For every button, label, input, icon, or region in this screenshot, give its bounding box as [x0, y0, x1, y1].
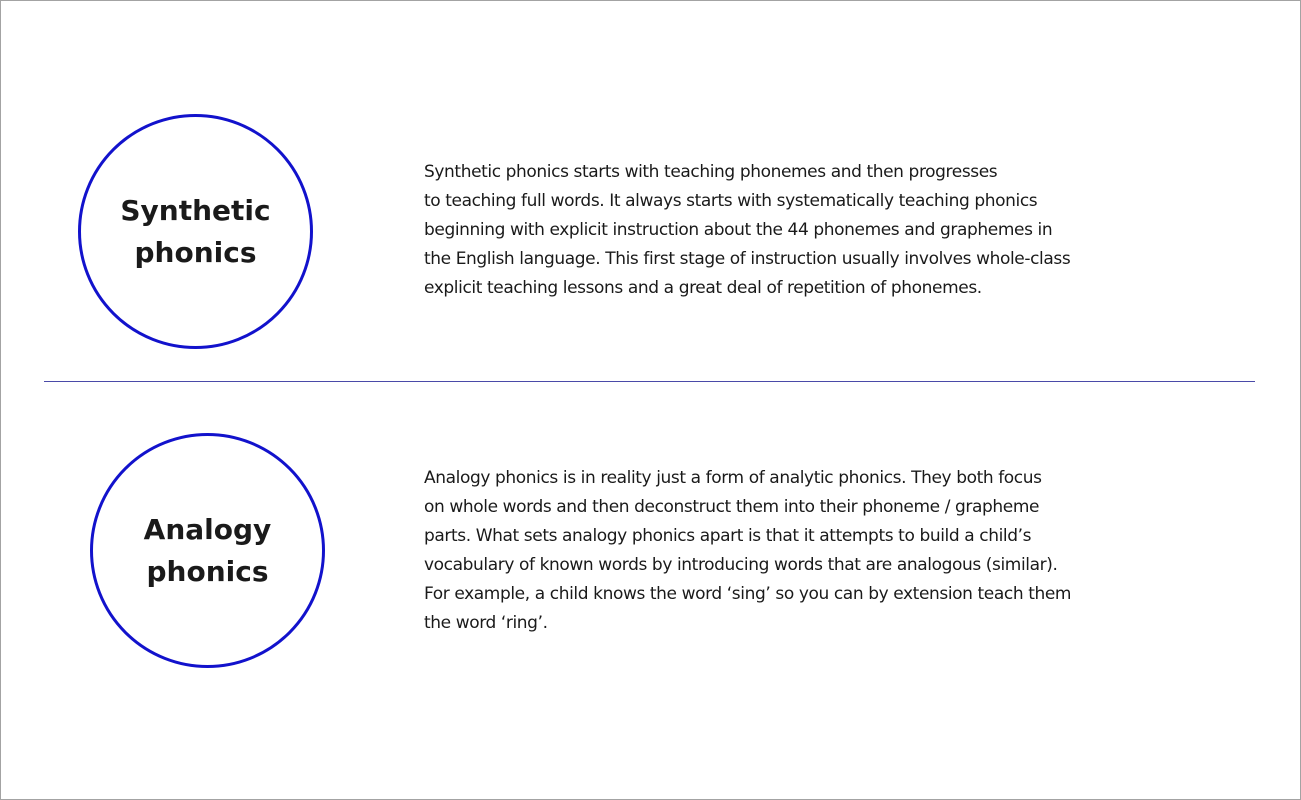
description-line: parts. What sets analogy phonics apart is that it attempts to build a child’s [424, 526, 1032, 546]
description-line: the English language. This first stage of instruction usually involves whole-class [424, 249, 1071, 269]
analogy-phonics-label: Analogy phonics [143, 512, 272, 588]
description-line: vocabulary of known words by introducing words that are analogous (similar). [424, 555, 1058, 575]
description-line: Analogy phonics is in reality just a form of analytic phonics. They both focus [424, 468, 1042, 488]
description-line: For example, a child knows the word ‘sing’ so you can by extension teach them [424, 584, 1072, 604]
description-line: the word ‘ring’. [424, 613, 548, 633]
synthetic-phonics-circle [78, 114, 313, 349]
synthetic-phonics-description [424, 158, 1070, 303]
analogy-phonics-description [424, 464, 1071, 638]
analogy-phonics-circle [90, 433, 325, 668]
description-line: to teaching full words. It always starts with systematically teaching phonics [424, 191, 1038, 211]
description-line: beginning with explicit instruction about the 44 phonemes and graphemes in [424, 220, 1053, 240]
description-line: on whole words and then deconstruct them into their phoneme / grapheme [424, 497, 1040, 517]
synthetic-phonics-label: Synthetic phonics [120, 193, 271, 269]
description-line: explicit teaching lessons and a great deal of repetition of phonemes. [424, 278, 982, 298]
section-divider [44, 381, 1255, 382]
description-line: Synthetic phonics starts with teaching phonemes and then progresses [424, 162, 998, 182]
